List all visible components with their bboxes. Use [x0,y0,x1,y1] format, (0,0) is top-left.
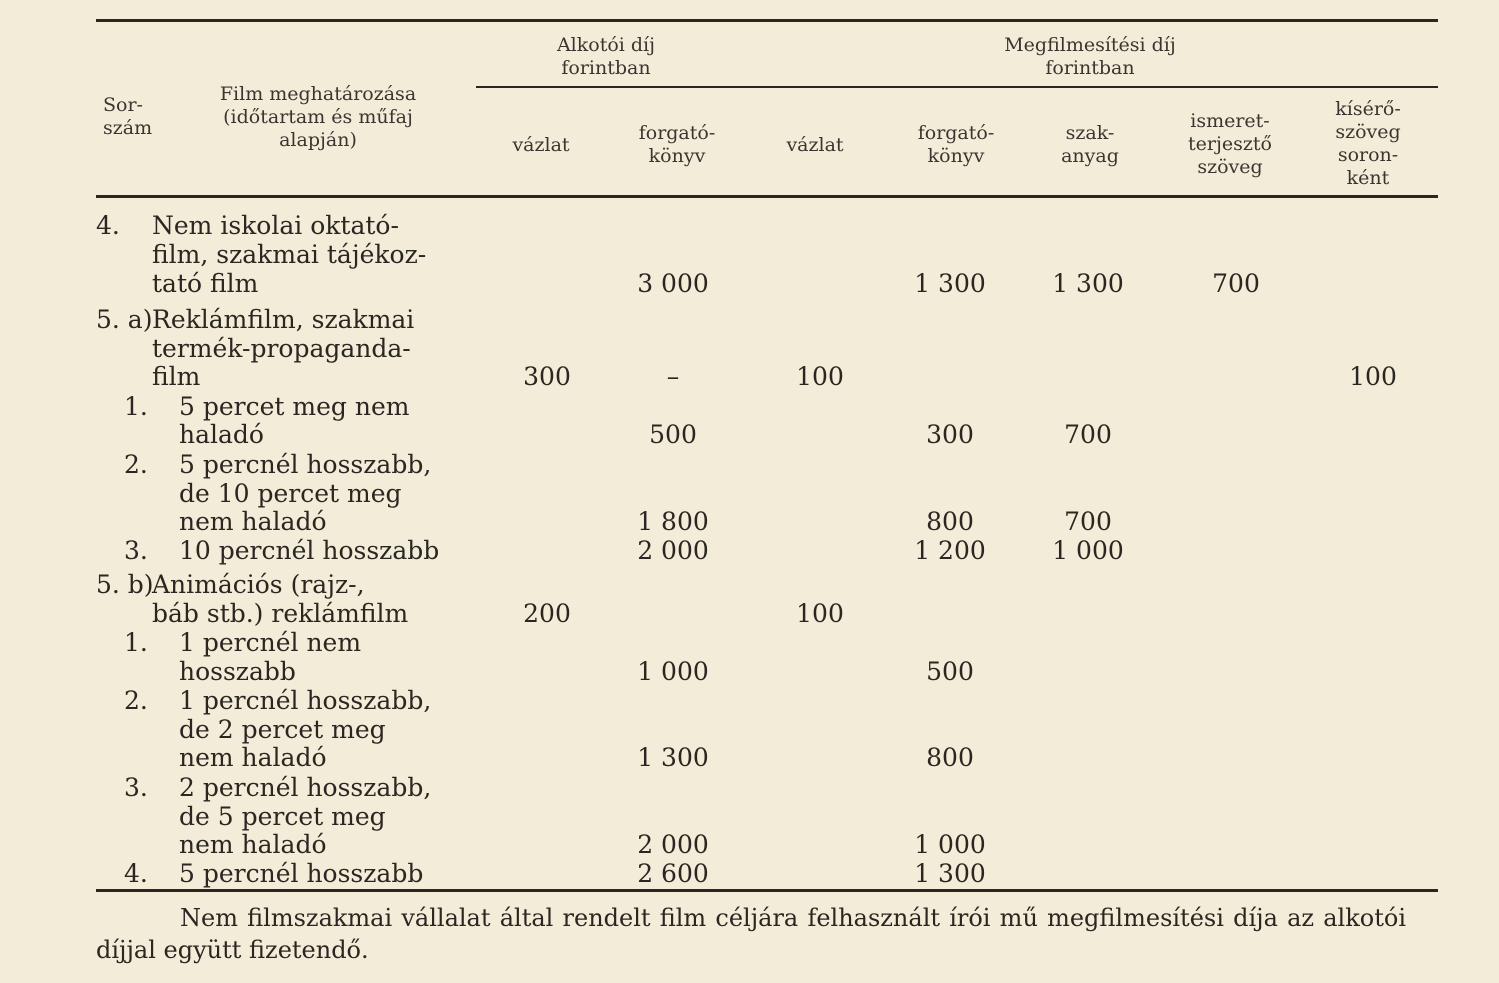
cell-value: 1 300 [914,269,986,298]
table-row [0,305,1499,334]
row-description: báb stb.) reklámfilm [152,599,409,628]
header-sorszam: Sor- szám [103,94,153,139]
cell-value: 1 000 [1052,536,1124,565]
table-row [0,657,1499,686]
row-description: 5 percet meg nem [179,392,410,421]
cell-value: 700 [1212,269,1260,298]
table-row [0,211,1499,240]
col-header-szakanyag: szak- anyag [1061,122,1119,167]
row-description: de 2 percet meg [179,715,386,744]
cell-value: 800 [926,507,974,536]
table-row [0,686,1499,715]
cell-value: 2 000 [637,830,709,859]
row-description: tató film [152,269,259,298]
table-row [0,420,1499,449]
row-description: Animációs (rajz-, [152,570,365,599]
cell-value: 2 000 [637,536,709,565]
row-description: 2 percnél hosszabb, [179,773,432,802]
cell-value: 1 300 [914,859,986,888]
footnote: Nem filmszakmai vállalat által rendelt film céljára felhasznált írói mű megfilmesítési díja az alkotói díjjal együtt fizetendő. [96,904,1406,964]
header-bottom-rule [96,195,1438,198]
cell-value: 200 [523,599,571,628]
cell-value: 3 000 [637,269,709,298]
table-row [0,269,1499,298]
col-header-ismeretterjeszto: ismeret- terjesztő szöveg [1188,110,1272,178]
row-description: 5 percnél hosszabb, [179,450,432,479]
row-description: termék-propaganda- [152,334,411,363]
table-row [0,773,1499,802]
cell-value: 1 000 [637,657,709,686]
cell-value: 1 800 [637,507,709,536]
row-description: nem haladó [179,507,327,536]
row-description: film, szakmai tájékoz- [152,240,427,269]
header-alkotoi-dij: Alkotói díj forintban [556,34,656,79]
row-description: de 10 percet meg [179,479,402,508]
col-header-forgatokonyv-1: forgató- könyv [638,122,716,167]
row-description: Reklámfilm, szakmai [152,305,415,334]
table-row [0,507,1499,536]
cell-value: 1 300 [1052,269,1124,298]
cell-value: 1 300 [637,743,709,772]
table-row [0,802,1499,831]
cell-value: 100 [796,362,844,391]
cell-value: 100 [796,599,844,628]
cell-value: – [666,362,680,391]
table-row [0,334,1499,363]
table-row [0,599,1499,628]
row-description: Nem iskolai oktató- [152,211,399,240]
table-row [0,628,1499,657]
row-number: 3. [124,536,148,565]
table-row [0,830,1499,859]
table-row [0,392,1499,421]
col-header-vazlat-2: vázlat [786,134,844,156]
row-description: haladó [179,420,264,449]
table-row [0,743,1499,772]
cell-value: 300 [926,420,974,449]
row-description: film [152,362,201,391]
cell-value: 2 600 [637,859,709,888]
row-number: 4. [124,859,148,888]
group-rule [476,86,1438,88]
cell-value: 700 [1064,420,1112,449]
cell-value: 700 [1064,507,1112,536]
table-row [0,715,1499,744]
col-header-kiseroszoveg: kísérő- szöveg soron- ként [1335,98,1401,189]
cell-value: 800 [926,743,974,772]
table-row [0,479,1499,508]
header-film-definition: Film meghatározása (időtartam és műfaj alapján) [219,83,417,151]
col-header-forgatokonyv-2: forgató- könyv [917,122,995,167]
header-megfilmesitesi-dij: Megfilmesítési díj forintban [1004,34,1176,79]
col-header-vazlat-1: vázlat [512,134,570,156]
table-bottom-rule [96,889,1438,892]
cell-value: 500 [926,657,974,686]
cell-value: 1 200 [914,536,986,565]
top-rule [96,19,1438,22]
table-row [0,859,1499,888]
row-number: 2. [124,450,148,479]
row-description: hosszabb [179,657,296,686]
row-number: 1. [124,392,148,421]
row-description: 1 percnél hosszabb, [179,686,432,715]
row-description: 5 percnél hosszabb [179,859,424,888]
row-number: 5. b) [96,570,154,599]
row-number: 2. [124,686,148,715]
cell-value: 300 [523,362,571,391]
row-number: 1. [124,628,148,657]
row-description: 1 percnél nem [179,628,362,657]
row-description: nem haladó [179,830,327,859]
table-row [0,450,1499,479]
table-row [0,240,1499,269]
row-description: nem haladó [179,743,327,772]
row-number: 3. [124,773,148,802]
table-row [0,536,1499,565]
cell-value: 500 [649,420,697,449]
row-number: 5. a) [96,305,153,334]
row-description: de 5 percet meg [179,802,386,831]
cell-value: 1 000 [914,830,986,859]
row-number: 4. [96,211,120,240]
table-row [0,362,1499,391]
row-description: 10 percnél hosszabb [179,536,440,565]
cell-value: 100 [1349,362,1397,391]
table-row [0,570,1499,599]
